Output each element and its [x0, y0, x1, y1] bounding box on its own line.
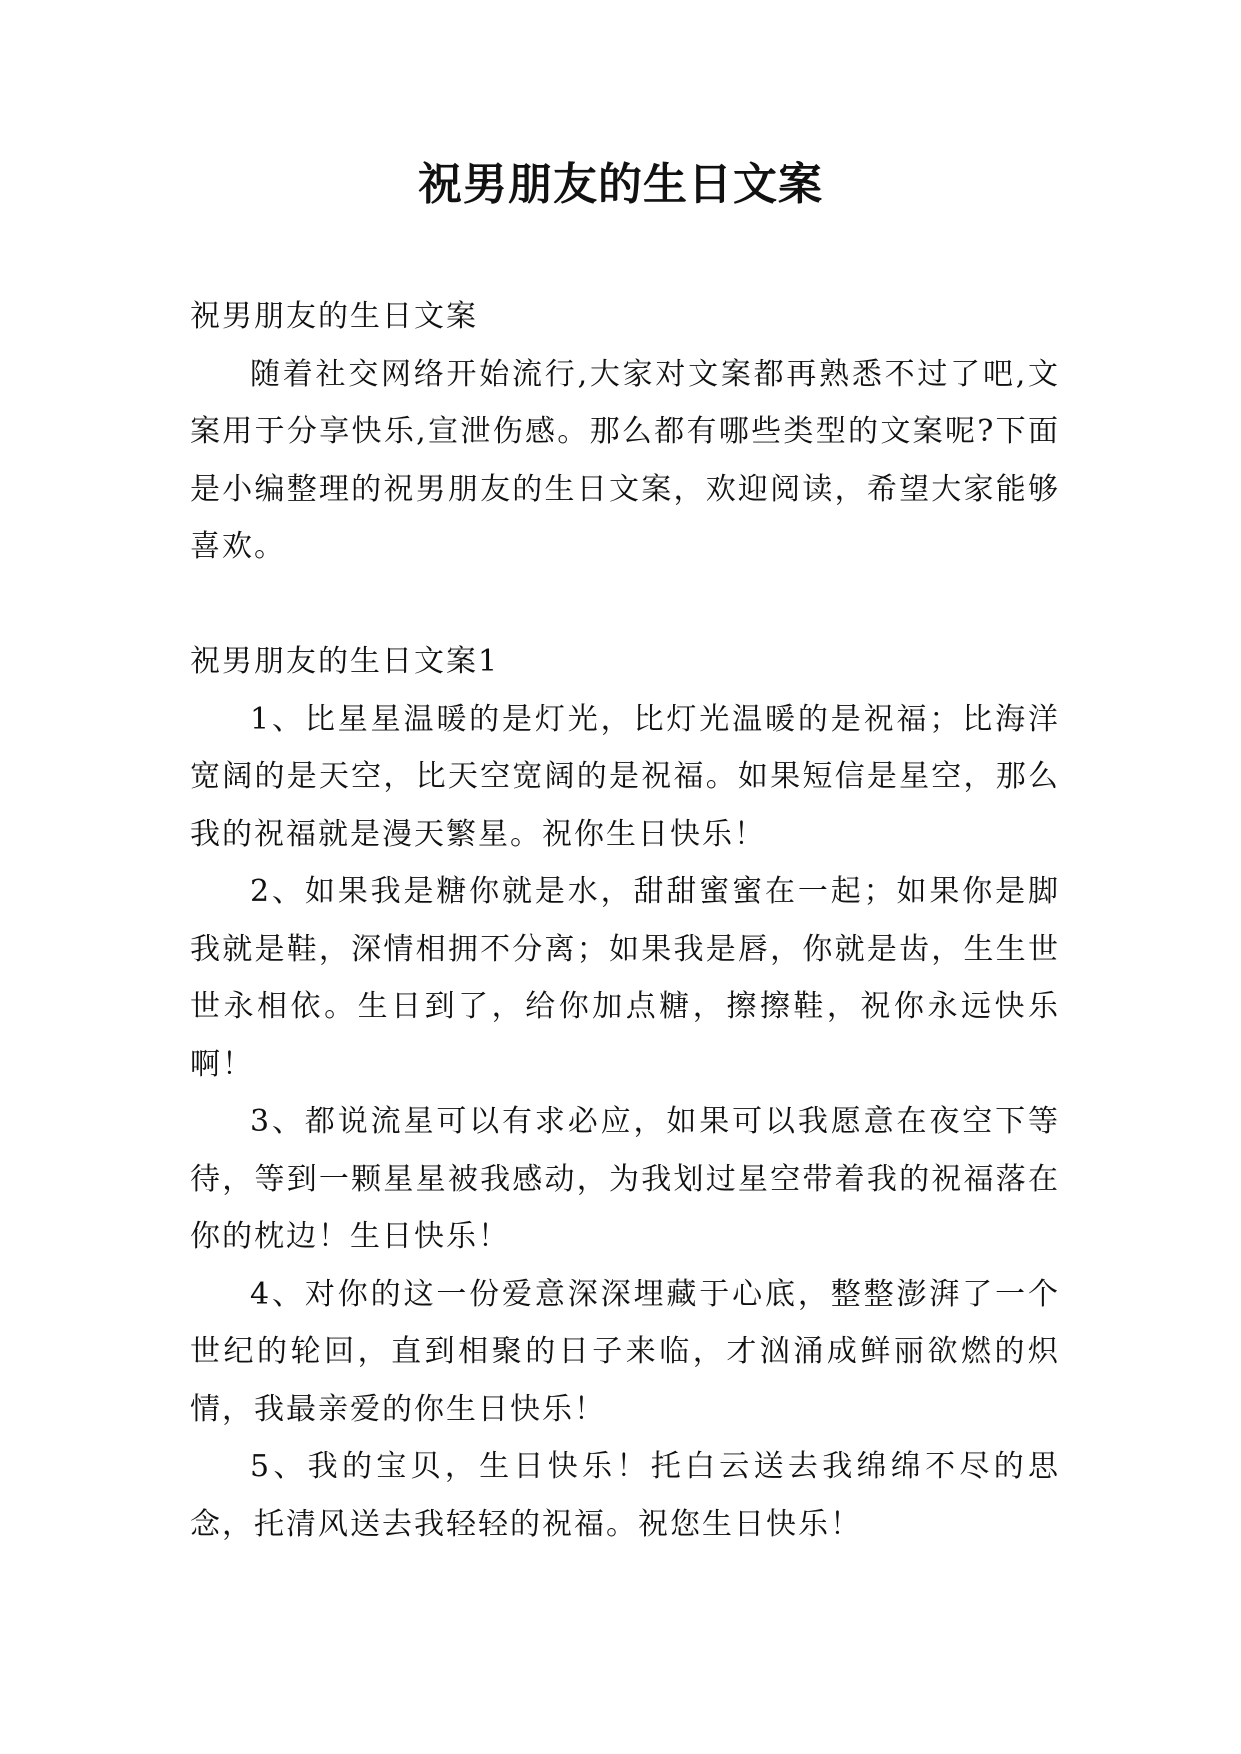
list-item: 2、如果我是糖你就是水，甜甜蜜蜜在一起；如果你是脚我就是鞋，深情相拥不分离；如果我是唇，你就是齿，生生世世永相依。生日到了，给你加点糖，擦擦鞋，祝你永远快乐啊！	[190, 874, 1060, 1082]
list-item: 3、都说流星可以有求必应，如果可以我愿意在夜空下等待，等到一颗星星被我感动，为我划过星空带着我的祝福落在你的枕边！生日快乐！	[190, 1104, 1060, 1254]
paragraph-spacer	[190, 576, 1060, 634]
document-body	[190, 288, 1060, 1553]
intro-paragraph: 随着社交网络开始流行,大家对文案都再熟悉不过了吧,文案用于分享快乐,宣泄伤感。那么都有哪些类型的文案呢?下面是小编整理的祝男朋友的生日文案，欢迎阅读，希望大家能够喜欢。	[190, 356, 1060, 564]
list-item: 5、我的宝贝，生日快乐！托白云送去我绵绵不尽的思念，托清风送去我轻轻的祝福。祝您生日快乐！	[190, 1449, 1060, 1542]
document-subtitle: 祝男朋友的生日文案	[190, 299, 478, 334]
list-item: 4、对你的这一份爱意深深埋藏于心底，整整澎湃了一个世纪的轮回，直到相聚的日子来临，才汹涌成鲜丽欲燃的炽情，我最亲爱的你生日快乐！	[190, 1276, 1060, 1427]
document-title: 祝男朋友的生日文案	[418, 159, 823, 210]
section-heading: 祝男朋友的生日文案1	[190, 644, 500, 679]
list-item: 1、比星星温暖的是灯光，比灯光温暖的是祝福；比海洋宽阔的是天空，比天空宽阔的是祝福。如果短信是星空，那么我的祝福就是漫天繁星。祝你生日快乐！	[190, 701, 1060, 852]
